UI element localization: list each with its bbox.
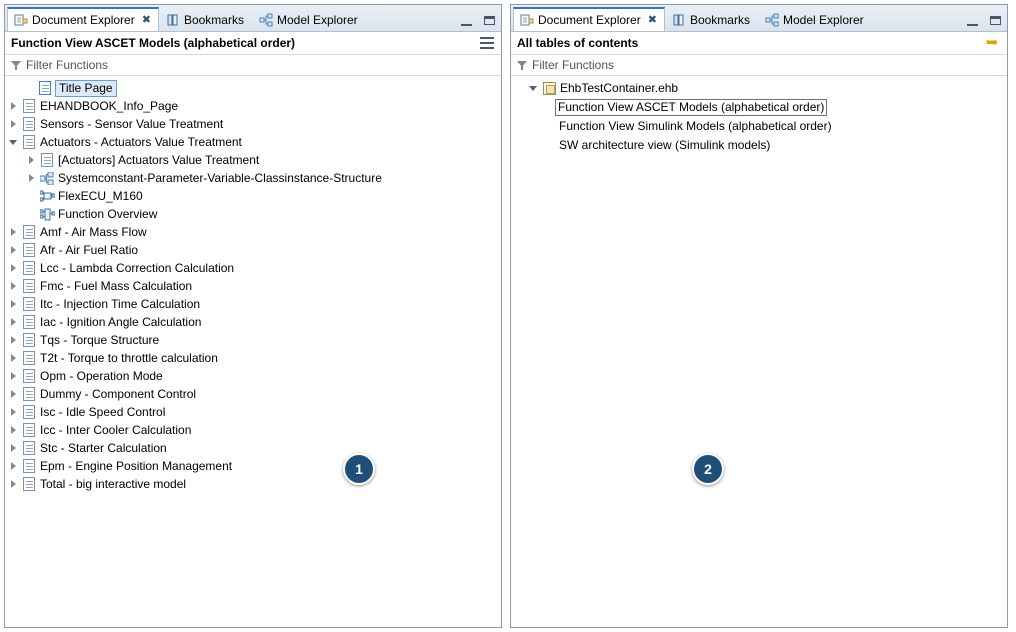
tree-item[interactable] [5,421,501,439]
close-icon[interactable]: ✖ [141,13,151,26]
tree-item-label: [Actuators] Actuators Value Treatment [58,153,260,167]
view-menu-icon[interactable] [480,37,494,49]
tree-item[interactable] [5,205,501,223]
tree-item[interactable] [5,349,501,367]
tree-item-label: Dummy - Component Control [40,387,197,401]
tree-item[interactable] [511,117,1007,136]
document-explorer-icon [520,13,534,27]
tab-document-explorer[interactable] [513,7,665,31]
right-view-title-row [511,32,1007,55]
tree-item-label: Icc - Inter Cooler Calculation [40,423,192,437]
tree-item[interactable] [5,403,501,421]
tree-item[interactable] [5,367,501,385]
tree-item-label: Epm - Engine Position Management [40,459,233,473]
left-filter-row[interactable] [5,55,501,76]
tree-item-label: EHANDBOOK_Info_Page [40,99,179,113]
tree-item[interactable] [5,295,501,313]
expand-arrow-icon[interactable] [5,349,21,367]
left-document-explorer-panel [4,4,502,628]
expand-arrow-icon[interactable] [23,169,39,187]
document-icon [21,99,37,113]
tab-label: Document Explorer [538,13,641,27]
tree-item[interactable] [5,457,501,475]
maximize-icon[interactable] [484,16,495,25]
tree-item-label: Isc - Idle Speed Control [40,405,166,419]
document-icon [21,279,37,293]
tree-item[interactable] [5,223,501,241]
right-document-explorer-panel [510,4,1008,628]
callout-badge-2: 2 [692,453,724,485]
expand-arrow-icon[interactable] [5,331,21,349]
tree-item-label: Amf - Air Mass Flow [40,225,147,239]
flexecu-icon [39,190,55,203]
tab-label: Model Explorer [276,12,358,27]
expand-arrow-icon[interactable] [5,223,21,241]
tree-item[interactable] [5,187,501,205]
expand-arrow-icon[interactable] [5,457,21,475]
document-icon [21,225,37,239]
tree-item-label: Title Page [55,80,117,97]
document-icon [21,261,37,275]
tab-document-explorer[interactable] [7,7,159,31]
tree-item-label: Stc - Starter Calculation [40,441,167,455]
tree-item-label: Function Overview [58,207,158,221]
document-icon [21,441,37,455]
structure-icon [39,172,55,185]
left-view-title-row [5,32,501,55]
minimize-icon[interactable] [461,15,472,26]
expand-arrow-icon[interactable] [5,277,21,295]
tree-item[interactable] [5,331,501,349]
expand-arrow-icon[interactable] [5,421,21,439]
right-window-controls [967,15,1001,26]
tree-item-label: Systemconstant-Parameter-Variable-Classinstance-Structure [58,171,382,185]
tab-bookmarks[interactable] [665,7,758,31]
expand-arrow-icon[interactable] [5,295,21,313]
filter-funnel-icon [11,60,21,70]
expand-arrow-icon[interactable] [5,259,21,277]
tree-item-label: Total - big interactive model [40,477,187,491]
expand-arrow-icon[interactable] [5,367,21,385]
tab-label: Bookmarks [183,12,244,27]
bookmarks-icon [166,13,180,27]
tree-item-label: SW architecture view (Simulink models) [559,138,771,152]
left-tree[interactable] [5,76,501,627]
document-icon [21,135,37,149]
filter-funnel-icon [517,60,527,70]
tree-item[interactable] [511,136,1007,155]
collapse-arrow-icon[interactable] [525,80,541,98]
document-icon [21,477,37,491]
tab-label: Document Explorer [32,13,135,27]
document-icon [37,81,53,95]
tab-model-explorer[interactable] [758,7,872,31]
document-icon [21,405,37,419]
tree-item-label: Fmc - Fuel Mass Calculation [40,279,193,293]
bookmarks-icon [672,13,686,27]
expand-arrow-icon[interactable] [5,385,21,403]
document-icon [21,315,37,329]
twisty-none [21,79,37,97]
document-icon [21,351,37,365]
document-icon [21,369,37,383]
document-icon [21,243,37,257]
tree-item-label: EhbTestContainer.ehb [560,81,679,95]
model-explorer-icon [259,13,273,27]
tree-item-label: Sensors - Sensor Value Treatment [40,117,224,131]
tree-item[interactable] [5,259,501,277]
expand-arrow-icon[interactable] [5,115,21,133]
right-tab-bar [511,5,1007,32]
document-icon [21,387,37,401]
tab-model-explorer[interactable] [252,7,366,31]
left-tab-bar [5,5,501,32]
model-explorer-icon [765,13,779,27]
tree-item[interactable] [5,169,501,187]
maximize-icon[interactable] [990,16,1001,25]
callout-badge-1: 1 [343,453,375,485]
tree-item[interactable] [511,79,1007,98]
tree-item[interactable] [5,277,501,295]
expand-arrow-icon[interactable] [5,475,21,493]
filter-input[interactable]: Filter Functions [532,58,615,72]
tree-item-label: Itc - Injection Time Calculation [40,297,201,311]
right-tree[interactable] [511,76,1007,627]
document-icon [21,117,37,131]
function-overview-icon [39,208,55,221]
tree-item-label: Tqs - Torque Structure [40,333,160,347]
expand-arrow-icon[interactable] [5,439,21,457]
close-icon[interactable]: ✖ [647,13,657,26]
tree-item-label: Lcc - Lambda Correction Calculation [40,261,235,275]
document-icon [21,333,37,347]
tab-label: Bookmarks [689,12,750,27]
tab-label: Model Explorer [782,12,864,27]
tree-item[interactable] [5,439,501,457]
tree-item-label: Actuators - Actuators Value Treatment [40,135,242,149]
right-filter-row[interactable] [511,55,1007,76]
page-title: All tables of contents [517,36,639,50]
tree-item[interactable] [5,313,501,331]
tree-item[interactable] [5,151,501,169]
tree-item[interactable] [5,97,501,115]
tree-item[interactable] [5,241,501,259]
tree-item-label: Afr - Air Fuel Ratio [40,243,139,257]
tree-item-label: T2t - Torque to throttle calculation [40,351,218,365]
minimize-icon[interactable] [967,15,978,26]
tab-bookmarks[interactable] [159,7,252,31]
expand-arrow-icon[interactable] [5,97,21,115]
document-icon [21,297,37,311]
page-title: Function View ASCET Models (alphabetical order) [11,36,296,50]
tree-item[interactable] [5,475,501,493]
filter-input[interactable]: Filter Functions [26,58,109,72]
ehb-container-icon [541,82,557,95]
collapse-arrow-icon[interactable] [5,133,21,151]
tree-item-label: Function View ASCET Models (alphabetical order) [555,99,827,116]
document-explorer-icon [14,13,28,27]
tree-item[interactable] [5,133,501,151]
expand-arrow-icon[interactable] [5,403,21,421]
tree-item[interactable] [511,98,1007,117]
expand-arrow-icon[interactable] [23,151,39,169]
document-icon [21,459,37,473]
tree-item-label: FlexECU_M160 [58,189,143,203]
expand-arrow-icon[interactable] [5,313,21,331]
left-window-controls [461,15,495,26]
expand-arrow-icon[interactable] [5,241,21,259]
tree-item[interactable] [5,79,501,97]
tree-item[interactable] [5,115,501,133]
tree-item-label: Function View Simulink Models (alphabetical order) [559,119,832,133]
tree-item[interactable] [5,385,501,403]
document-icon [39,153,55,167]
tree-item-label: Iac - Ignition Angle Calculation [40,315,202,329]
bookmark-ribbon-icon[interactable]: ➥ [985,34,999,51]
tree-item-label: Opm - Operation Mode [40,369,163,383]
document-icon [21,423,37,437]
